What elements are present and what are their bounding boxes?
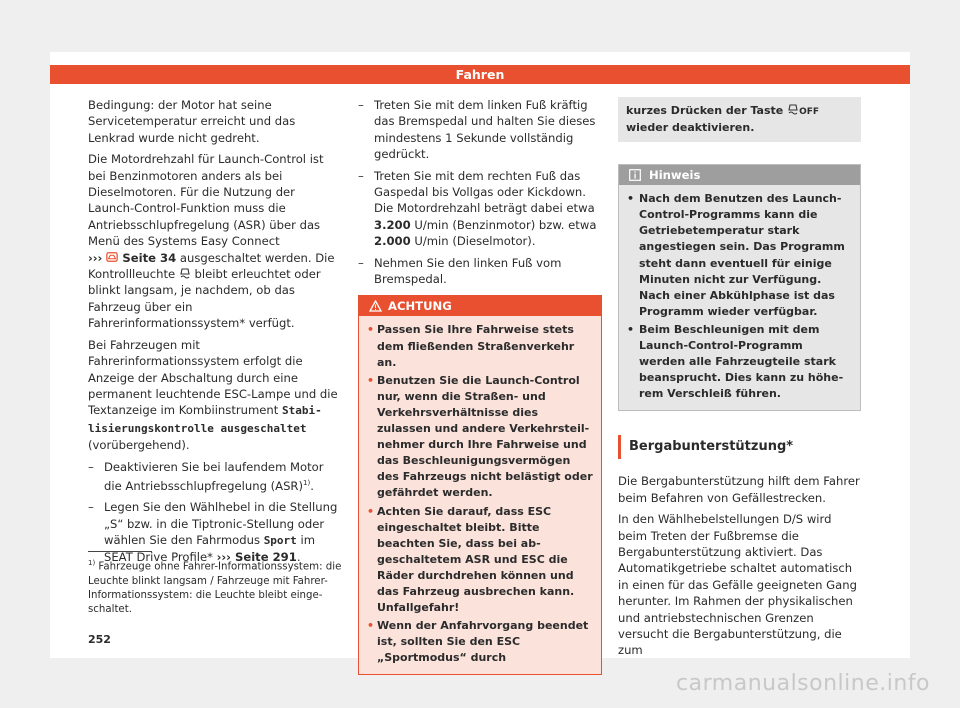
list-item: • Achten Sie darauf, dass ESC eingeschaltet bleibt. Bitte beachten Sie, dass bei abgeschaltetem ASR und ESC die Räder durchdrehen können und das Fahrzeug ausbrechen kann. Unfallgefahr! <box>367 504 593 617</box>
esc-warning-icon <box>179 267 191 279</box>
list-item: • Benutzen Sie die Launch-Control nur, wenn die Straßen- und Verkehrsverhältnisse dies zulassen und andere Verkehrsteilnehmer durch Ihre Fahrweise und das Beschleunigungsvermögen des Fahrzeugs nicht belästigt oder gefährdet werden. <box>367 373 593 502</box>
note-title: Hinweis <box>619 165 860 185</box>
note-body <box>619 185 860 410</box>
warning-title: ACHTUNG <box>359 296 601 316</box>
note-box <box>618 164 861 411</box>
footnote-divider <box>88 551 152 552</box>
esc-off-icon <box>787 103 799 115</box>
paragraph: Die Motordrehzahl für Launch-Control ist bei Benzinmotoren anders als bei Dieselmotoren. Für die Nutzung der Launch-Control-Funktion muss die Antriebsschlupfregelung (ASR) über das Menü des Systems Easy Connect ››› Seite 34 ausgeschaltet werden. Die Kontrollleuchte bleibt erleuchtet oder blinkt langsam, je nachdem, ob das Fahrzeug über ein Fahrerinformationssystem* verfügt. <box>88 152 335 331</box>
list-item: • Nach dem Benutzen des Launch-Control-Programms kann die Getriebetemperatur stark angestiegen sein. Das Programm steht dann eventuell für einige Minuten nicht zur Verfügung. Nach einer Abkühlphase ist das Programm wieder verfügbar. <box>627 191 852 320</box>
watermark: carmanualsonline.info <box>676 671 930 696</box>
section-heading: Bergabunterstützung* <box>618 435 861 459</box>
paragraph: Die Bergabunterstützung hilft dem Fahrer beim Befahren von Gefällestrecken. <box>618 474 860 505</box>
column-3 <box>618 97 861 664</box>
warning-box <box>358 295 602 675</box>
footnote-ref[interactable]: 1) <box>303 478 311 487</box>
column-2 <box>358 97 602 675</box>
list-item: • Wenn der Anfahrvorgang beendet ist, sollten Sie den ESC „Sportmodus“ durch <box>367 618 593 666</box>
paragraph: Bei Fahrzeugen mit Fahrerinformationssystem erfolgt die Anzeige der Abschaltung durch eine permanent leuchtende ESC-Lampe und die Textanzeige im Kombiinstrument Stabilisierungskontrolle ausgeschaltet (vorübergehend). <box>88 337 338 453</box>
display-text: Stabilisierungskontrolle ausgeschaltet <box>88 404 322 435</box>
warning-triangle-icon <box>369 300 382 312</box>
paragraph: In den Wählhebelstellungen D/S wird beim Treten der Fußbremse die Bergabunterstützung aktiviert. Das Automatikgetriebe schaltet automatisch in einen für das Gefälle geeigneten Gang herunter. Im Rahmen der physikalischen und antriebstechnischen Grenzen versucht die Bergabunterstützung, die zum <box>618 512 857 658</box>
page-number: 252 <box>88 633 111 646</box>
list-item: – Nehmen Sie den linken Fuß vom Bremspedal. <box>358 255 602 288</box>
list-item: • Passen Sie Ihre Fahrweise stets dem fließenden Straßenverkehr an. <box>367 322 593 370</box>
column-1 <box>88 97 344 571</box>
list-item: – Treten Sie mit dem linken Fuß kräftig das Bremspedal und halten Sie dieses mindestens 1 Sekunde vollständig gedrückt. <box>358 97 602 163</box>
car-settings-icon <box>106 251 118 263</box>
off-label: OFF <box>799 107 820 117</box>
list-item: – Treten Sie mit dem rechten Fuß das Gaspedal bis Vollgas oder Kickdown. Die Motordrehzahl beträgt dabei etwa 3.200 U/min (Benzinmotor) bzw. etwa 2.000 U/min (Dieselmotor). <box>358 168 602 250</box>
drive-mode-text: Sport <box>263 534 297 548</box>
page-link[interactable]: ››› Seite 34 <box>88 250 177 265</box>
warning-continuation: kurzes Drücken der Taste OFF wieder deaktivieren. <box>618 97 861 142</box>
list-item: • Beim Beschleunigen mit dem Launch-Control-Programm werden alle Fahrzeugteile stark beansprucht. Dies kann zu höherem Verschleiß führen. <box>627 322 852 402</box>
page-link[interactable]: ››› Seite 291 <box>216 550 297 565</box>
paragraph: Bedingung: der Motor hat seine Servicetemperatur erreicht und das Lenkrad wurde nicht gedreht. <box>88 98 296 145</box>
warning-body <box>359 316 601 674</box>
page-header: Fahren <box>50 65 910 84</box>
footnote: $^{1)}$ Fahrzeuge ohne Fahrer-Informationssystem: die Leuchte blinkt langsam / Fahrzeuge mit Fahrer-Informationssystem: die Leuchte bleibt eingeschaltet. <box>88 559 342 615</box>
list-item: – Deaktivieren Sie bei laufendem Motor die Antriebsschlupfregelung (ASR)$^{1)}$. <box>88 459 344 495</box>
info-icon <box>629 169 641 181</box>
list-item: – Legen Sie den Wählhebel in die Stellung „S“ bzw. in die Tiptronic-Stellung oder wählen Sie den Fahrmodus Sport im SEAT Drive Profile* ››› Seite 291. <box>88 499 344 566</box>
